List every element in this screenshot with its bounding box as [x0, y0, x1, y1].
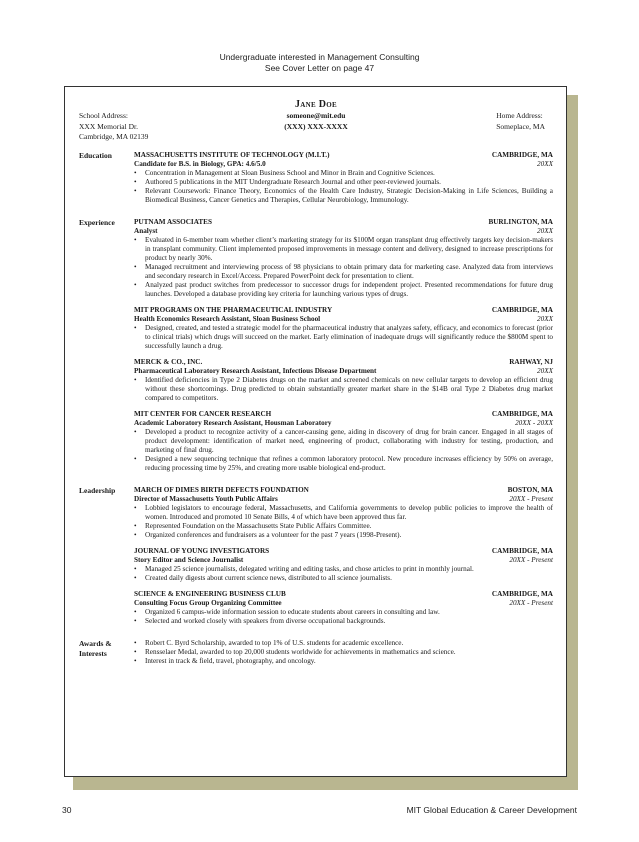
entry-header	[134, 486, 553, 495]
section-body	[134, 218, 553, 480]
entry-header	[134, 218, 553, 227]
bullet-item: • Designed a new sequencing technique that refines a common laboratory protocol. New procedure increases efficiency by 50% on average, reducing processing time by 25%, and creating more usable biological end-product.	[134, 455, 553, 473]
section-body	[134, 639, 553, 673]
role-title: Academic Laboratory Research Assistant, Housman Laboratory	[134, 419, 332, 427]
role-date: 20XX - 20XX	[515, 419, 553, 427]
resume-entry	[134, 486, 553, 540]
bullet-item: • Identified deficiencies in Type 2 Diabetes drugs on the market and screened chemicals on new cellular targets to develop an efficient drug without these shortcomings. Drug predicted to obtain substantially greater market share in the $14B oral Type 2 Diabetes drug market compared to competitors.	[134, 376, 553, 403]
resume-section	[79, 218, 553, 480]
entry-subheader	[134, 495, 553, 504]
page-footer	[0, 805, 639, 819]
bullet-list	[134, 236, 553, 299]
entry-subheader	[134, 160, 553, 169]
resume-entry	[134, 639, 553, 666]
role-title: Candidate for B.S. in Biology, GPA: 4.6/5.0	[134, 160, 266, 168]
resume-entry	[134, 218, 553, 299]
bullet-list	[134, 169, 553, 205]
bullet-item: • Lobbied legislators to encourage federal, Massachusetts, and California governments to develop public policies to improve the health of women. Introduced and promoted 10 Senate Bills, 4 of which have been approved thus far.	[134, 504, 553, 522]
section-label: Leadership	[79, 486, 116, 495]
bullet-item: • Organized 6 campus-wide information session to educate students about careers in consulting and law.	[134, 608, 553, 617]
bullet-list	[134, 639, 553, 666]
role-title: Health Economics Research Assistant, Sloan Business School	[134, 315, 321, 323]
resume-section	[79, 486, 553, 633]
organization-location: CAMBRIDGE, MA	[491, 410, 553, 418]
home-address-line: Home Address:	[496, 111, 543, 120]
entry-header	[134, 151, 553, 160]
contact-info	[79, 111, 553, 132]
entry-subheader	[134, 227, 553, 236]
organization-name: PUTNAM ASSOCIATES	[134, 218, 212, 226]
entry-header	[134, 410, 553, 419]
organization-name: MARCH OF DIMES BIRTH DEFECTS FOUNDATION	[134, 486, 309, 494]
section-label: Experience	[79, 218, 115, 227]
role-date: 20XX - Present	[509, 495, 553, 503]
entry-subheader	[134, 419, 553, 428]
entry-header	[134, 358, 553, 367]
resume-section	[79, 151, 553, 212]
role-date: 20XX	[537, 367, 553, 375]
bullet-item: • Interest in track & field, travel, photography, and oncology.	[134, 657, 553, 666]
organization-location: BOSTON, MA	[507, 486, 553, 494]
section-body	[134, 486, 553, 633]
home-address-line: Someplace, MA	[496, 121, 545, 131]
resume-entry	[134, 306, 553, 351]
entry-header	[134, 306, 553, 315]
bullet-list	[134, 376, 553, 403]
school-address-line: School Address:	[79, 111, 128, 120]
resume-section	[79, 639, 553, 673]
resume-page	[64, 86, 567, 777]
bullet-item: • Evaluated in 6-member team whether client’s marketing strategy for its $100M organ transplant drug effectively targets key decision-makers in transplant community. Client implemented proposed improvements in message content and delivery, designed to increase prescriptions for product by nearly 30%.	[134, 236, 553, 263]
bullet-item: • Selected and worked closely with speakers from diverse occupational backgrounds.	[134, 617, 553, 626]
entry-subheader	[134, 599, 553, 608]
entry-header	[134, 547, 553, 556]
entry-subheader	[134, 315, 553, 324]
bullet-list	[134, 504, 553, 540]
home-address	[496, 111, 545, 132]
organization-name: MERCK & CO., INC.	[134, 358, 203, 366]
bullet-item: • Represented Foundation on the Massachusetts State Public Affairs Committee.	[134, 522, 553, 531]
bullet-item: • Authored 5 publications in the MIT Undergraduate Research Journal and other peer-reviewed journals.	[134, 178, 553, 187]
phone: (XXX) XXX-XXXX	[284, 121, 348, 131]
organization-location: CAMBRIDGE, MA	[491, 547, 553, 555]
bullet-list	[134, 608, 553, 626]
publisher-name: MIT Global Education & Career Development	[406, 805, 577, 815]
organization-location: CAMBRIDGE, MA	[491, 306, 553, 314]
resume-entry	[134, 151, 553, 205]
school-address-line: XXX Memorial Dr.	[79, 121, 138, 131]
bullet-item: • Relevant Coursework: Finance Theory, Economics of the Health Care Industry, Strategic Decision-Making in Life Sciences, Building a Biomedical Business, Cancer Genetics and Therapies, Cellular Neurobiology, Immunology.	[134, 187, 553, 205]
role-title: Analyst	[134, 227, 158, 235]
resume-entry	[134, 590, 553, 626]
section-body	[134, 151, 553, 212]
bullet-item: • Rensselaer Medal, awarded to top 20,000 students worldwide for achievements in mathematics and science.	[134, 648, 553, 657]
organization-name: SCIENCE & ENGINEERING BUSINESS CLUB	[134, 590, 286, 598]
bullet-item: • Managed 25 science journalists, delegated writing and editing tasks, and chose articles to print in monthly journal.	[134, 565, 553, 574]
role-date: 20XX	[537, 315, 553, 323]
entry-header	[134, 590, 553, 599]
bullet-list	[134, 565, 553, 583]
page-banner	[0, 52, 639, 74]
bullet-item: • Analyzed past product switches from predecessor to successor drugs for independent project. Presented recommendations for future drug launches. Developed a database providing key criteria for launching various types of drugs.	[134, 281, 553, 299]
resume-content	[79, 99, 553, 673]
bullet-item: • Designed, created, and tested a strategic model for the pharmaceutical industry that analyzes safety, efficacy, and economics to forecast (prior to clinical trials) which drugs will succeed on the market. Early elimination of inadequate drugs will significantly reduce the $800M spent to successfully launch a drug.	[134, 324, 553, 351]
contact-block	[79, 111, 553, 145]
organization-location: CAMBRIDGE, MA	[491, 590, 553, 598]
organization-name: MIT CENTER FOR CANCER RESEARCH	[134, 410, 272, 418]
role-date: 20XX	[537, 227, 553, 235]
role-title: Consulting Focus Group Organizing Committee	[134, 599, 282, 607]
role-date: 20XX - Present	[509, 599, 553, 607]
organization-location: CAMBRIDGE, MA	[491, 151, 553, 159]
resume-name: Jane Doe	[294, 99, 337, 110]
organization-name: JOURNAL OF YOUNG INVESTIGATORS	[134, 547, 270, 555]
page-number: 30	[62, 805, 72, 815]
resume-entry	[134, 358, 553, 403]
school-address-line: Cambridge, MA 02139	[79, 132, 149, 141]
section-label: Awards & Interests	[79, 639, 112, 658]
bullet-item: • Robert C. Byrd Scholarship, awarded to top 1% of U.S. students for academic excellence.	[134, 639, 553, 648]
bullet-list	[134, 428, 553, 473]
entry-subheader	[134, 556, 553, 565]
role-title: Director of Massachusetts Youth Public Affairs	[134, 495, 278, 503]
organization-name: MIT PROGRAMS ON THE PHARMACEUTICAL INDUSTRY	[134, 306, 333, 314]
resume-entry	[134, 547, 553, 583]
bullet-item: • Managed recruitment and interviewing process of 98 physicians to obtain primary data for marketing case. Analyzed data from interviews and secondary research in Excel/Access. Prepared PowerPoint deck for presentation to client.	[134, 263, 553, 281]
bullet-list	[134, 324, 553, 351]
bullet-item: • Concentration in Management at Sloan Business School and Minor in Brain and Cognitive Sciences.	[134, 169, 553, 178]
entry-subheader	[134, 367, 553, 376]
email: someone@mit.edu	[286, 111, 346, 120]
role-title: Story Editor and Science Journalist	[134, 556, 244, 564]
organization-location: BURLINGTON, MA	[488, 218, 553, 226]
resume-sections	[79, 151, 553, 673]
organization-name: MASSACHUSETTS INSTITUTE OF TECHNOLOGY (M.I.T.)	[134, 151, 330, 159]
bullet-item: • Organized conferences and fundraisers as a volunteer for the past 7 years (1998-Present).	[134, 531, 553, 540]
bullet-item: • Created daily digests about current science news, distributed to all science journalists.	[134, 574, 553, 583]
organization-location: RAHWAY, NJ	[509, 358, 553, 366]
role-date: 20XX	[537, 160, 553, 168]
section-label: Education	[79, 151, 112, 160]
role-date: 20XX - Present	[509, 556, 553, 564]
bullet-item: • Developed a product to recognize activity of a cancer-causing gene, aiding in discovery of drug for brain cancer. Engaged in all stages of product development: identification of market need, engineering of product, collaborating with industry for testing, production, and marketing of final drug.	[134, 428, 553, 455]
resume-entry	[134, 410, 553, 473]
banner-line-1: Undergraduate interested in Management Consulting	[219, 52, 420, 62]
role-title: Pharmaceutical Laboratory Research Assistant, Infectious Disease Department	[134, 367, 377, 375]
banner-line-2: See Cover Letter on page 47	[264, 63, 375, 73]
